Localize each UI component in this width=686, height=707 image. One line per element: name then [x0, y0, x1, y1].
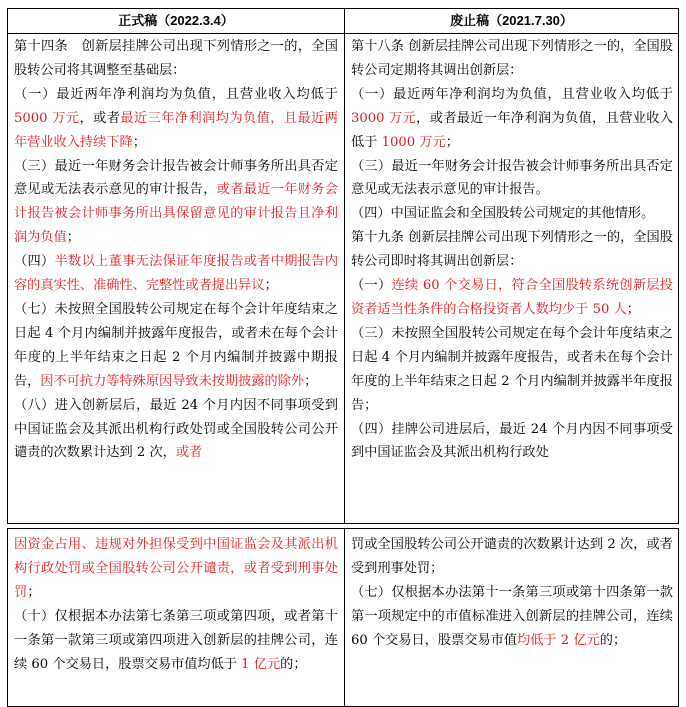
clause-paragraph [351, 83, 673, 155]
clause-text: ； [304, 373, 318, 389]
clause-paragraph [14, 605, 338, 677]
clause-text: 第十四条 创新层挂牌公司出现下列情形之一的，全国股转公司将其调整至基础层： [14, 39, 338, 78]
highlighted-change-text: 1 亿元 [241, 656, 281, 672]
clause-paragraph [351, 155, 673, 203]
clause-paragraph [351, 533, 673, 581]
clause-text: 第十九条 创新层挂牌公司出现下列情形之一的，全国股转公司即时将其调出创新层： [351, 230, 673, 270]
clause-text: ； [626, 301, 640, 317]
column-divider [344, 529, 345, 706]
clause-text: （一）最近两年净利润均为负值，且营业收入均低于 [351, 86, 673, 102]
clause-text: ； [264, 278, 278, 294]
clause-paragraph [14, 394, 338, 466]
highlighted-change-text: 5000 万元 [14, 110, 80, 126]
comparison-table-continued [7, 528, 679, 707]
highlighted-change-text: 3000 万元 [351, 110, 417, 126]
header-divider [8, 33, 678, 34]
abolished-draft-text-continued [351, 533, 673, 653]
header-official-draft: 正式稿（2022.3.4） [118, 13, 234, 28]
clause-paragraph [14, 35, 338, 83]
clause-text: （三）最近一年财务会计报告被会计师事务所出具否定意见或无法表示意见的审计报告。 [351, 158, 673, 198]
clause-text: （四）挂牌公司进层后，最近 24 个月内因不同事项受到中国证监会及其派出机构行政处 [351, 421, 673, 461]
clause-text: 罚或全国股转公司公开谴责的次数累计达到 2 次，或者受到刑事处罚； [351, 537, 673, 576]
clause-paragraph [14, 155, 338, 251]
official-draft-text [14, 35, 338, 465]
header-abolished-draft: 废止稿（2021.7.30） [450, 13, 573, 28]
official-draft-text-continued [14, 533, 338, 676]
clause-text: （一） [351, 278, 392, 294]
clause-text: ，或者 [79, 110, 121, 126]
highlighted-change-text: 因资金占用、违规对外担保受到中国证监会及其派出机构行政处罚或全国股转公司公开谴责，或者受到刑事处罚 [14, 537, 338, 600]
clause-text: ； [66, 230, 80, 246]
clause-paragraph [351, 274, 673, 322]
clause-paragraph [351, 35, 673, 83]
highlighted-change-text: 半数以上董事无法保证年度报告或者中期报告内容的真实性、准确性、完整性或者提出异议 [14, 254, 339, 294]
clause-text: ； [445, 134, 459, 150]
highlighted-change-text: 均低于 2 亿元 [517, 632, 600, 648]
clause-text: （三）最近一年财务会计报告被会计师事务所出具否定意见或无法表示意见的审计报告， [14, 158, 338, 198]
clause-text: ； [27, 584, 41, 600]
clause-text: （十）仅根据本办法第七条第三项或第四项，或者第十一条第一款第三项或第四项进入创新层的挂牌公司，连续 60 个交易日，股票交易市值均低于 [14, 608, 338, 672]
clause-text: （八）进入创新层后，最近 24 个月内因不同事项受到中国证监会及其派出机构行政处罚或全国股转公司公开谴责的次数累计达到 2 次， [14, 397, 338, 461]
clause-text: （四） [14, 254, 55, 270]
clause-paragraph [351, 322, 673, 418]
clause-text: （七）仅根据本办法第十一条第三项或第十四条第一款第一项规定中的市值标准进入创新层的挂牌公司，连续 60 个交易日，股票交易市值 [351, 584, 673, 648]
clause-paragraph [351, 581, 673, 653]
clause-text: （三）未按照全国股转公司规定在每个会计年度结束之日起 4 个月内编制并披露年度报告，或者未在每个会计年度的上半年结束之日起 2 个月内编制并披露半年度报告； [351, 325, 673, 413]
clause-text: （四）中国证监会和全国股转公司规定的其他情形。 [351, 206, 655, 222]
highlighted-change-text: 1000 万元 [381, 134, 446, 150]
clause-paragraph [14, 533, 338, 605]
highlighted-change-text: 因不可抗力等特殊原因导致未按期披露的除外 [40, 373, 305, 389]
column-divider [344, 9, 345, 523]
clause-paragraph [351, 226, 673, 274]
clause-text: 的； [599, 632, 627, 648]
clause-paragraph [351, 418, 673, 466]
comparison-table-main [7, 8, 679, 524]
highlighted-change-text: 连续 60 个交易日，符合全国股转系统创新层投资者适当性条件的合格投资者人数均少于 50 人 [351, 278, 673, 317]
clause-text: ； [132, 134, 146, 150]
clause-text: ，或者最近一年净利润为负值，且营业收入低于 [351, 110, 673, 150]
clause-text: 第十八条 创新层挂牌公司出现下列情形之一的，全国股转公司定期将其调出创新层： [351, 39, 673, 78]
clause-text: （七）未按照全国股转公司规定在每个会计年度结束之日起 4 个月内编制并披露年度报告，或者未在每个会计年度的上半年结束之日起 2 个月内编制并披露中期报告， [14, 301, 338, 389]
clause-paragraph [14, 298, 338, 394]
clause-text: （一）最近两年净利润均为负值，且营业收入均低于 [14, 86, 338, 102]
clause-paragraph [14, 83, 338, 155]
clause-text: 的； [280, 656, 307, 672]
highlighted-change-text: 或者最近一年财务会计报告被会计师事务所出具保留意见的审计报告且净利润为负值 [14, 182, 338, 246]
highlighted-change-text: 或者 [175, 445, 203, 461]
clause-paragraph [351, 202, 673, 226]
abolished-draft-text [351, 35, 673, 465]
highlighted-change-text: 最近三年净利润均为负值，且最近两年营业收入持续下降 [14, 110, 338, 150]
clause-paragraph [14, 250, 338, 298]
